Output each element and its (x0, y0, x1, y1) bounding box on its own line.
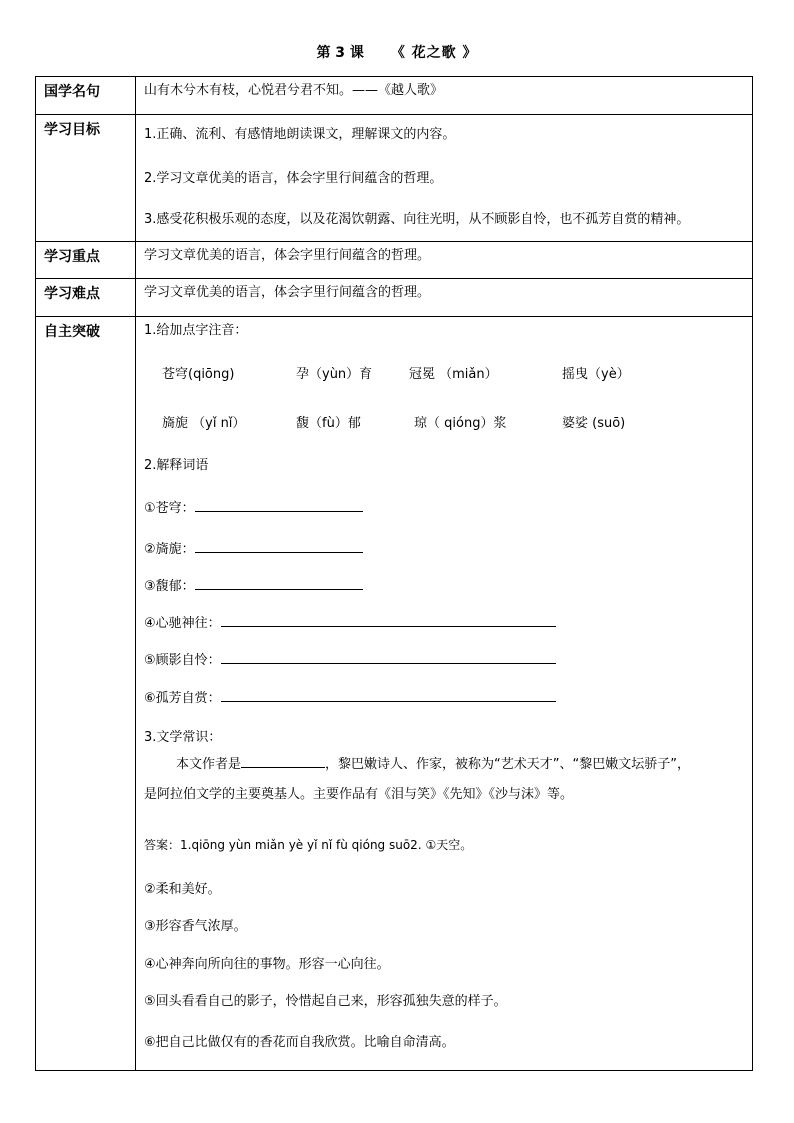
quote-label: 国学名句 (36, 77, 136, 115)
pinyin-item: 孕（yùn）育 (296, 367, 373, 382)
difficulty-text: 学习文章优美的语言，体会字里行间蕴含的哲理。 (144, 285, 431, 300)
answer-item: ③形容香气浓厚。 (144, 919, 247, 934)
term-row (144, 575, 363, 595)
answer-item: ⑥把自己比做仅有的香花而自我欣赏。比喻自命清高。 (144, 1035, 455, 1050)
lesson-table (35, 76, 753, 1071)
term-label: ④心驰神往： (144, 616, 221, 631)
quote-text: 山有木兮木有枝，心悦君兮君不知。——《越人歌》 (144, 83, 444, 98)
pinyin-item: 苍穹(qiōng) (162, 367, 235, 382)
goals-label: 学习目标 (36, 115, 136, 242)
term-row (144, 649, 556, 669)
difficulty-label: 学习难点 (36, 279, 136, 317)
goal-item: 1.正确、流利、有感情地朗读课文，理解课文的内容。 (144, 127, 456, 142)
term-label: ②旖旎： (144, 542, 195, 557)
q3-line: 是阿拉伯文学的主要奠基人。主要作品有《泪与笑》《先知》《沙与沫》等。 (144, 787, 574, 802)
goal-item: 3.感受花积极乐观的态度，以及花渴饮朝露、向往光明，从不顾影自怜，也不孤芳自赏的精神。 (144, 212, 690, 227)
answer-blank[interactable] (221, 612, 556, 627)
focus-label: 学习重点 (36, 242, 136, 279)
page-title (0, 42, 794, 62)
answer-blank[interactable] (221, 649, 556, 664)
term-label: ⑥孤芳自赏： (144, 691, 221, 706)
term-row (144, 612, 556, 632)
answer-item: ⑤回头看看自己的影子，怜惜起自己来，形容孤独失意的样子。 (144, 994, 507, 1009)
term-row (144, 687, 556, 707)
pinyin-item: 馥（fù）郁 (296, 416, 361, 431)
term-label: ①苍穹： (144, 501, 195, 516)
goal-item: 2.学习文章优美的语言，体会字里行间蕴含的哲理。 (144, 171, 443, 186)
q1-heading: 1.给加点字注音： (144, 323, 248, 338)
pinyin-item: 冠冕 （miǎn） (409, 367, 498, 382)
term-label: ③馥郁： (144, 579, 195, 594)
author-blank[interactable] (241, 753, 325, 768)
term-row (144, 538, 363, 558)
answer-blank[interactable] (195, 538, 363, 553)
answer-item: ④心神奔向所向往的事物。形容一心向往。 (144, 957, 390, 972)
lesson-number: 第 3 课 (316, 45, 364, 61)
term-label: ⑤顾影自怜： (144, 653, 221, 668)
focus-text: 学习文章优美的语言，体会字里行间蕴含的哲理。 (144, 248, 431, 263)
lesson-name: 《 花之歌 》 (390, 45, 478, 61)
q3-heading: 3.文学常识： (144, 730, 222, 745)
q3-line: 本文作者是 ，黎巴嫩诗人、作家，被称为“艺术天才”、“黎巴嫩文坛骄子”， (176, 753, 690, 773)
pinyin-item: 旖旎 （yǐ nǐ） (162, 416, 246, 431)
answer-blank[interactable] (195, 575, 363, 590)
q2-heading: 2.解释词语 (144, 458, 209, 473)
term-row (144, 497, 363, 517)
pinyin-item: 婆娑 (suō) (562, 416, 626, 431)
practice-label: 自主突破 (36, 317, 136, 1071)
pinyin-item: 琼（ qióng）浆 (414, 416, 507, 431)
answer-blank[interactable] (221, 687, 556, 702)
answer-line: 答案：1.qiōng yùn miǎn yè yǐ nǐ fù qióng suō2. ①天空。 (144, 838, 473, 852)
pinyin-item: 摇曳（yè） (562, 367, 630, 382)
answer-blank[interactable] (195, 497, 363, 512)
answer-item: ②柔和美好。 (144, 882, 221, 897)
